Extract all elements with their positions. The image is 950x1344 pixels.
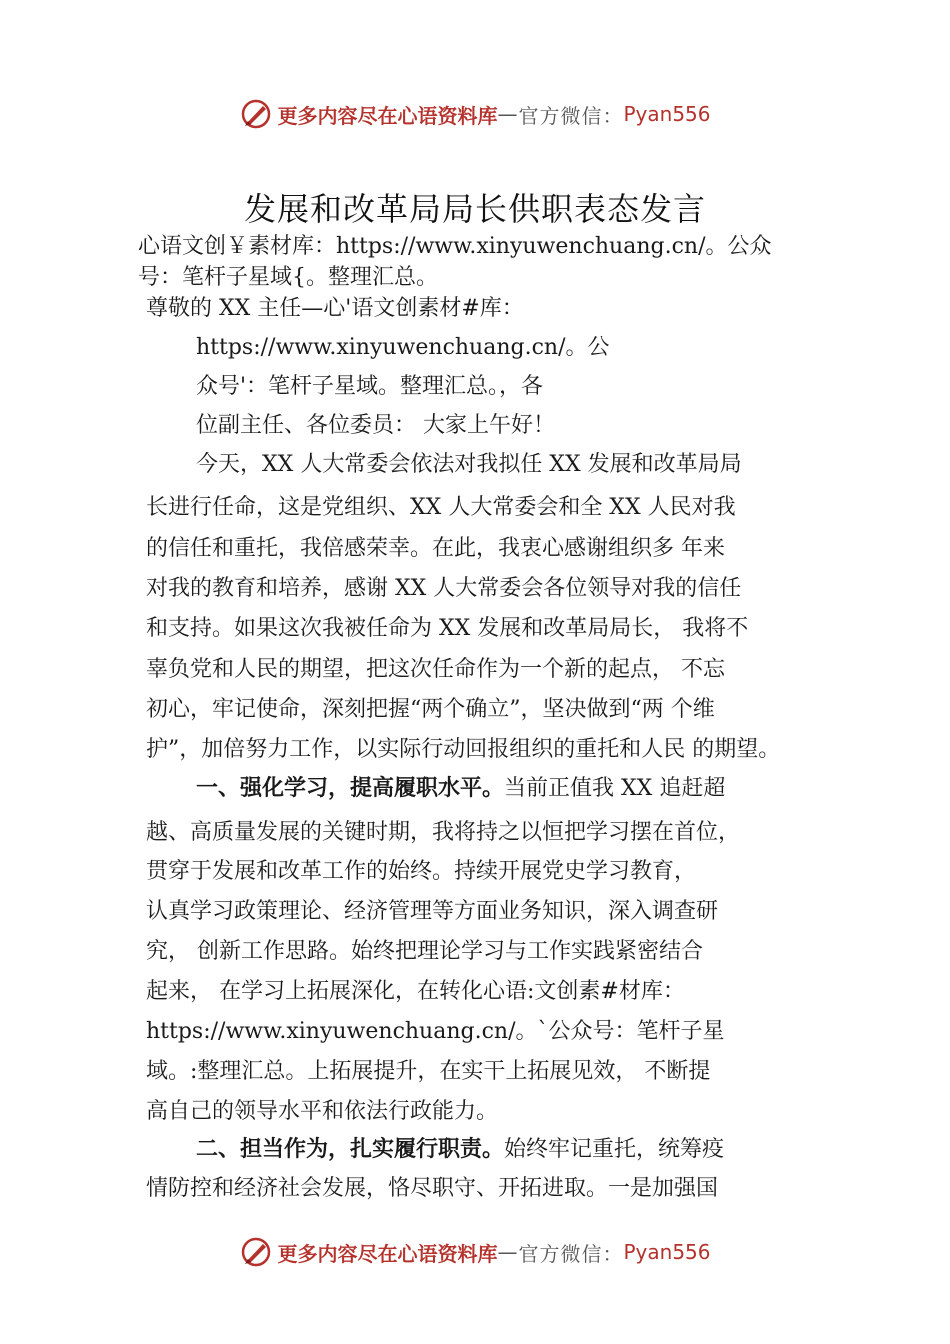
banner-wechat-id: Pyan556	[623, 102, 711, 126]
text-line: 位副主任、各位委员： 大家上午好！	[196, 413, 555, 438]
text-line: https://www.xinyuwenchuang.cn/。`公众号：笔杆子星	[146, 1019, 725, 1044]
text-line: 号：笔杆子星域{。整理汇总。	[138, 265, 438, 290]
banner-main-text: 更多内容尽在心语资料库	[277, 103, 498, 128]
banner-dash: —	[497, 102, 519, 126]
banner-wechat-id: Pyan556	[623, 1240, 711, 1264]
text-line: 越、高质量发展的关键时期，我将持之以恒把学习摆在首位，	[146, 820, 741, 845]
text-line: 贯穿于发展和改革工作的始终。持续开展党史学习教育，	[146, 859, 697, 884]
text-line: 护”，加倍努力工作，以实际行动回报组织的重托和人民 的期望。	[146, 737, 781, 762]
text-line: 对我的教育和培养，感谢 XX 人大常委会各位领导对我的信任	[146, 576, 742, 601]
text-line: 始终牢记重托，统筹疫	[504, 1137, 725, 1162]
text-line: 的信任和重托，我倍感荣幸。在此，我衷心感谢组织多 年来	[146, 536, 725, 561]
banner-sub-text: 官方微信：	[518, 1241, 624, 1266]
text-line: 高自己的领导水平和依法行政能力。	[146, 1099, 499, 1124]
page-title: 发展和改革局局长供职表态发言	[243, 190, 706, 228]
banner-sub-text: 官方微信：	[518, 103, 624, 128]
text-line: 域。:整理汇总。上拓展提升，在实干上拓展见效， 不断提	[146, 1059, 711, 1084]
text-line: 尊敬的 XX 主任—心'语文创素材#库：	[146, 296, 524, 321]
text-line: 初心，牢记使命，深刻把握“两个确立”，坚决做到“两 个维	[146, 697, 715, 722]
text-line: 认真学习政策理论、经济管理等方面业务知识，深入调查研	[146, 899, 719, 924]
text-line: 辜负党和人民的期望，把这次任命作为一个新的起点， 不忘	[146, 657, 725, 682]
paragraph-line	[196, 1132, 724, 1163]
text-line: https://www.xinyuwenchuang.cn/。公	[196, 335, 610, 360]
text-line: 长进行任命，这是党组织、XX 人大常委会和全 XX 人民对我	[146, 495, 736, 520]
text-line: 今天，XX 人大常委会依法对我拟任 XX 发展和改革局局	[196, 452, 742, 477]
text-line: 当前正值我 XX 追赶超	[504, 776, 726, 801]
banner-dash: —	[497, 1240, 519, 1264]
footer-banner	[0, 1232, 950, 1272]
brush-logo-icon	[239, 1235, 273, 1269]
text-line: 起来， 在学习上拓展深化，在转化心语:文创素#材库：	[146, 979, 685, 1004]
text-line: 究， 创新工作思路。始终把理论学习与工作实践紧密结合	[146, 939, 703, 964]
header-banner	[0, 94, 950, 134]
brush-logo-icon	[239, 97, 273, 131]
text-line: 和支持。如果这次我被任命为 XX 发展和改革局局长， 我将不	[146, 616, 749, 641]
banner-main-text: 更多内容尽在心语资料库	[277, 1241, 498, 1266]
paragraph-line	[196, 771, 725, 802]
text-line: 心语文创￥素材库：https://www.xinyuwenchuang.cn/。公众	[138, 234, 772, 259]
text-line: 情防控和经济社会发展，恪尽职守、开拓进取。一是加强国	[146, 1176, 719, 1201]
section-heading-1: 一、强化学习，提高履职水平。	[196, 776, 505, 801]
text-line: 众号'：笔杆子星域。整理汇总。，各	[196, 374, 544, 399]
section-heading-2: 二、担当作为，扎实履行职责。	[196, 1137, 505, 1162]
